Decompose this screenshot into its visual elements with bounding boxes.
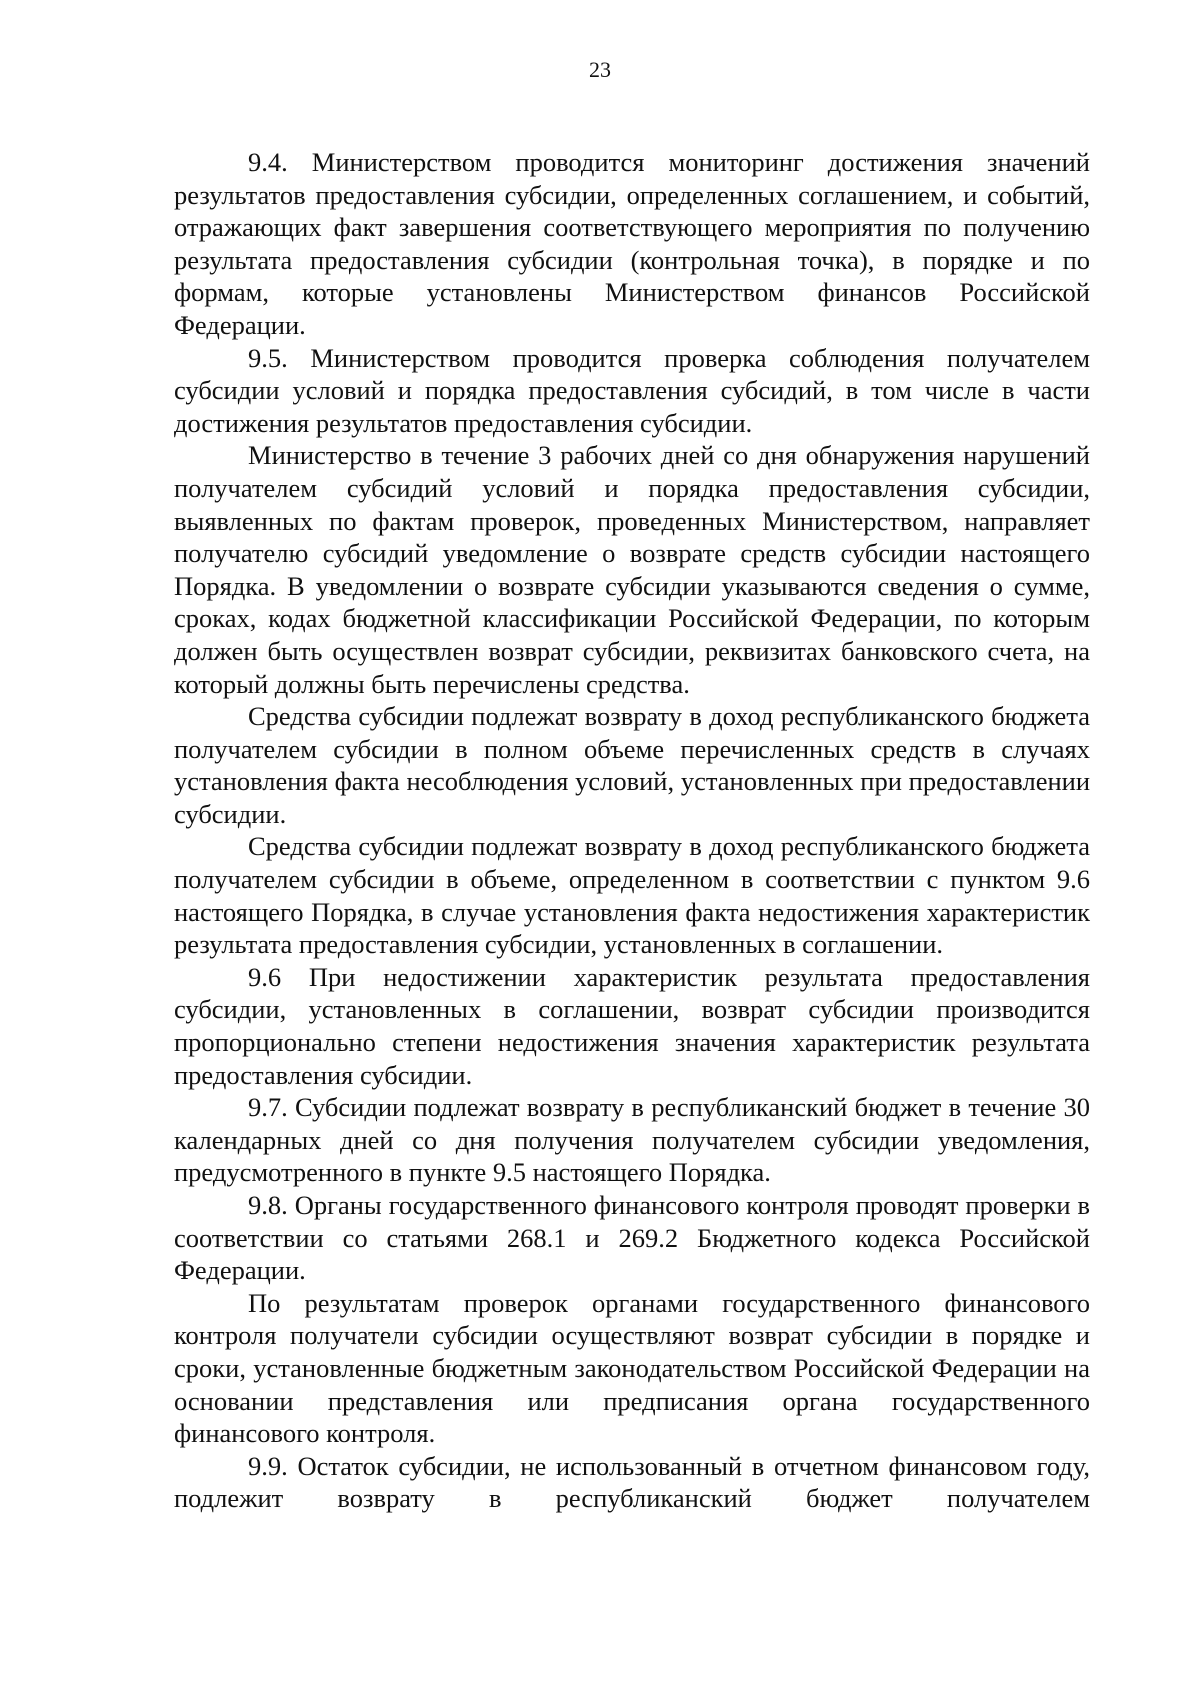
document-body [174,146,1090,1515]
paragraph-9-4: 9.4. Министерством проводится мониторинг достижения значений результатов предоставления субсидии, определенных соглашением, и событий, отражающих факт завершения соответствующего мероприятия по получению результата предоставления субсидии (контрольная точка), в порядке и по формам, которые установлены Министерством финансов Российской Федерации. [174,147,1090,340]
paragraph-9-5: 9.5. Министерством проводится проверка соблюдения получателем субсидии условий и порядка предоставления субсидий, в том числе в части достижения результатов предоставления субсидии. [174,342,1090,438]
page-number: 23 [589,57,611,82]
paragraph-9-8: 9.8. Органы государственного финансового контроля проводят проверки в соответствии со статьями 268.1 и 269.2 Бюджетного кодекса Российской Федерации. [174,1190,1090,1286]
paragraph-9-6: 9.6 При недостижении характеристик результата предоставления субсидии, установленных в соглашении, возврат субсидии производится пропорционально степени недостижения значения характеристик результата предоставления субсидии. [174,961,1090,1090]
paragraph-partial-return: Средства субсидии подлежат возврату в доход республиканского бюджета получателем субсидии в объеме, определенном в соответствии с пунктом 9.6 настоящего Порядка, в случае установления факта недостижения характеристик результата предоставления субсидии, установленных в соглашении. [174,831,1090,960]
paragraph-audit-results: По результатам проверок органами государственного финансового контроля получатели субсидии осуществляют возврат субсидии в порядке и сроки, установленные бюджетным законодательством Российской Федерации на основании представления или предписания органа государственного финансового контроля. [174,1287,1090,1449]
paragraph-9-7: 9.7. Субсидии подлежат возврату в республиканский бюджет в течение 30 календарных дней со дня получения получателем субсидии уведомления, предусмотренного в пункте 9.5 настоящего Порядка. [174,1092,1090,1188]
paragraph-ministry-notice: Министерство в течение 3 рабочих дней со дня обнаружения нарушений получателем субсидий условий и порядка предоставления субсидии, выявленных по фактам проверок, проведенных Министерством, направляет получателю субсидий уведомление о возврате средств субсидии настоящего Порядка. В уведомлении о возврате субсидии указываются сведения о сумме, сроках, кодах бюджетной классификации Российской Федерации, по которым должен быть осуществлен возврат субсидии, реквизитах банковского счета, на который должны быть перечислены средства. [174,440,1090,699]
paragraph-full-return: Средства субсидии подлежат возврату в доход республиканского бюджета получателем субсидии в полном объеме перечисленных средств в случаях установления факта несоблюдения условий, установленных при предоставлении субсидии. [174,701,1090,829]
paragraph-9-9: 9.9. Остаток субсидии, не использованный в отчетном финансовом году, подлежит возврату в республиканский бюджет получателем [174,1450,1090,1514]
